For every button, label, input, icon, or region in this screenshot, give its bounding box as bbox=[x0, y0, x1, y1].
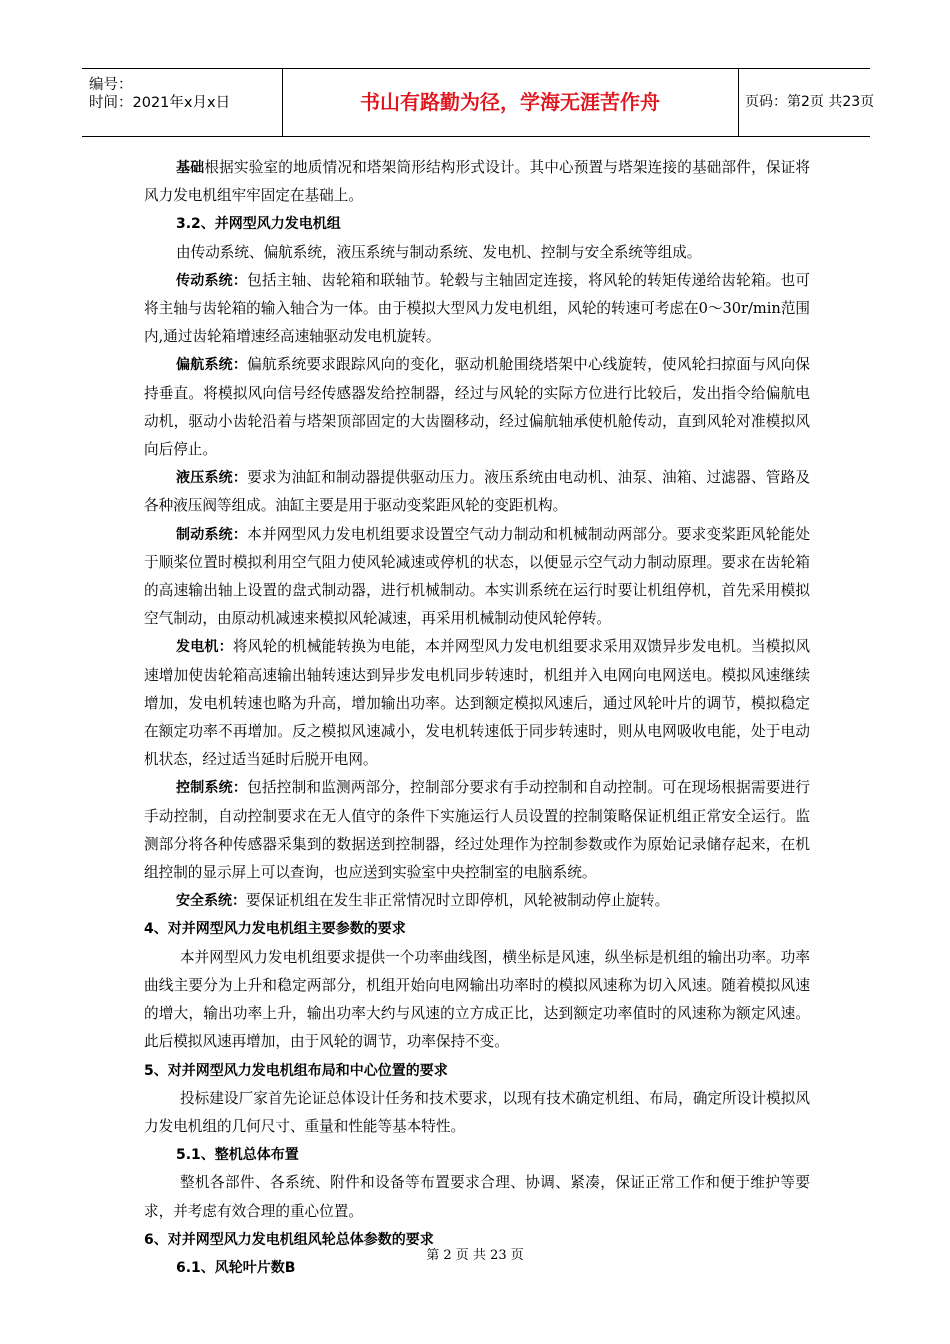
doc-number-label: 编号： bbox=[89, 77, 133, 93]
paragraph-5: 投标建设厂家首先论证总体设计任务和技术要求，以现有技术确定机组、布局，确定所设计模拟风力发电机组的几何尺寸、重量和性能等基本特性。 bbox=[144, 1089, 810, 1135]
section-heading-4: 4、对并网型风力发电机组主要参数的要求 bbox=[144, 921, 406, 938]
document-body bbox=[144, 154, 810, 1282]
section-heading-6-1: 6.1、风轮叶片数B bbox=[176, 1259, 296, 1276]
page-footer: 第 2 页 共 23 页 bbox=[426, 1248, 524, 1263]
paragraph-brake bbox=[144, 521, 810, 634]
term-brake: 制动系统： bbox=[176, 526, 248, 543]
text-foundation: 根据实验室的地质情况和塔架筒形结构形式设计。其中心预置与塔架连接的基础部件，保证将风力发电机组牢牢固定在基础上。 bbox=[144, 159, 810, 205]
term-transmission: 传动系统： bbox=[176, 272, 248, 289]
section-heading-3-2: 3.2、并网型风力发电机组 bbox=[176, 216, 341, 233]
section-heading-5: 5、对并网型风力发电机组布局和中心位置的要求 bbox=[144, 1062, 448, 1079]
header-page-number: 页码：第2页 共23页 bbox=[745, 94, 875, 110]
text-brake: 本并网型风力发电机组要求设置空气动力制动和机械制动两部分。要求变桨距风轮能处于顺桨位置时模拟利用空气阻力使风轮减速或停机的状态，以便显示空气动力制动原理。要求在齿轮箱的高速输出轴上设置的盘式制动器，进行机械制动。本实训系统在运行时要让机组停机，首先采用模拟空气制动，由原动机减速来模拟风轮减速，再采用机械制动使风轮停转。 bbox=[144, 525, 810, 628]
paragraph-transmission bbox=[144, 267, 810, 352]
text-yaw: 偏航系统要求跟踪风向的变化，驱动机舱围绕塔架中心线旋转，使风轮扫掠面与风向保持垂直。将模拟风向信号经传感器发给控制器，经过与风轮的实际方位进行比较后，发出指令给偏航电动机，驱动小齿轮沿着与塔架顶部固定的大齿圈移动，经过偏航轴承使机舱传动，直到风轮对准模拟风向后停止。 bbox=[144, 356, 810, 459]
term-foundation: 基础 bbox=[176, 160, 205, 176]
paragraph-4: 本并网型风力发电机组要求提供一个功率曲线图，横坐标是风速，纵坐标是机组的输出功率。功率曲线主要分为上升和稳定两部分，机组开始向电网输出功率时的模拟风速称为切入风速。随着模拟风速的增大，输出功率上升，输出功率大约与风速的立方成正比，达到额定功率值时的风速称为额定风速。此后模拟风速再增加，由于风轮的调节，功率保持不变。 bbox=[144, 948, 810, 1051]
paragraph-safety bbox=[144, 887, 810, 915]
text-transmission: 包括主轴、齿轮箱和联轴节。轮毂与主轴固定连接，将风轮的转矩传递给齿轮箱。也可将主轴与齿轮箱的输入轴合为一体。由于模拟大型风力发电机组，风轮的转速可考虑在0～30r/min范围内,通过齿轮箱增速经高速轴驱动发电机旋转。 bbox=[144, 271, 811, 346]
header-motto: 书山有路勤为径，学海无涯苦作舟 bbox=[282, 69, 739, 136]
text-safety: 要保证机组在发生非正常情况时立即停机，风轮被制动停止旋转。 bbox=[246, 892, 670, 910]
paragraph-hydraulic bbox=[144, 464, 810, 520]
term-control: 控制系统： bbox=[176, 780, 248, 797]
paragraph-3-2-intro: 由传动系统、偏航系统，液压系统与制动系统、发电机、控制与安全系统等组成。 bbox=[176, 243, 702, 261]
paragraph-generator bbox=[144, 633, 810, 774]
term-generator: 发电机： bbox=[176, 639, 233, 656]
paragraph-foundation bbox=[144, 154, 810, 210]
section-heading-5-1: 5.1、整机总体布置 bbox=[176, 1147, 299, 1164]
paragraph-5-1: 整机各部件、各系统、附件和设备等布置要求合理、协调、紧凑，保证正常工作和便于维护等要求，并考虑有效合理的重心位置。 bbox=[144, 1174, 810, 1220]
term-hydraulic: 液压系统： bbox=[176, 470, 248, 487]
text-control: 包括控制和监测两部分，控制部分要求有手动控制和自动控制。可在现场根据需要进行手动控制，自动控制要求在无人值守的条件下实施运行人员设置的控制策略保证机组正常安全运行。监测部分将各种传感器采集到的数据送到控制器，经过处理作为控制参数或作为原始记录储存起来，在机组控制的显示屏上可以查询，也应送到实验室中央控制室的电脑系统。 bbox=[144, 779, 810, 882]
term-yaw: 偏航系统： bbox=[176, 357, 248, 374]
paragraph-control bbox=[144, 774, 810, 887]
text-generator: 将风轮的机械能转换为电能，本并网型风力发电机组要求采用双馈异步发电机。当模拟风速增加使齿轮箱高速输出轴转速达到异步发电机同步转速时，机组并入电网向电网送电。模拟风速继续增加，发电机转速也略为升高，增加输出功率。达到额定模拟风速后，通过风轮叶片的调节，模拟稳定在额定功率不再增加。反之模拟风速减小，发电机转速低于同步转速时，则从电网吸收电能，处于电动机状态，经过适当延时后脱开电网。 bbox=[144, 638, 810, 769]
section-heading-6: 6、对并网型风力发电机组风轮总体参数的要求 bbox=[144, 1231, 434, 1248]
doc-date-label: 时间：2021年x月x日 bbox=[89, 95, 231, 111]
paragraph-yaw bbox=[144, 351, 810, 464]
text-hydraulic: 要求为油缸和制动器提供驱动压力。液压系统由电动机、油泵、油箱、过滤器、管路及各种液压阀等组成。油缸主要是用于驱动变桨距风轮的变距机构。 bbox=[144, 469, 810, 515]
term-safety: 安全系统： bbox=[176, 893, 246, 910]
header-info-cell bbox=[82, 69, 283, 136]
page-header bbox=[82, 68, 875, 137]
